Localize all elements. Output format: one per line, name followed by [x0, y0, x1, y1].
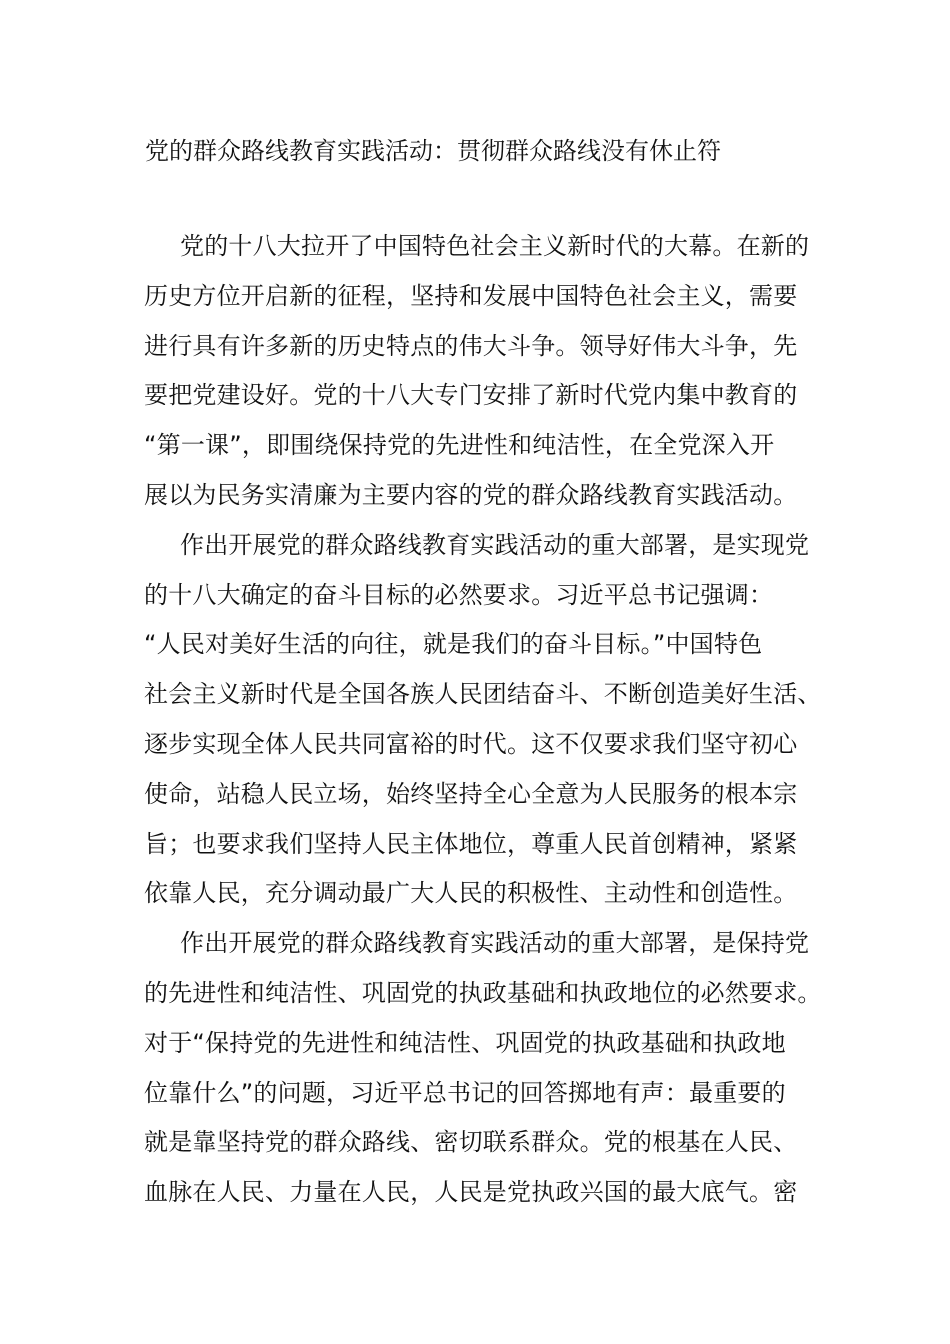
- document-body: [144, 222, 822, 1218]
- paragraph-line: 逐步实现全体人民共同富裕的时代。这不仅要求我们坚守初心: [144, 729, 798, 758]
- paragraph-line: 旨；也要求我们坚持人民主体地位，尊重人民首创精神，紧紧: [144, 829, 798, 858]
- paragraph-line: 对于“保持党的先进性和纯洁性、巩固党的执政基础和执政地: [144, 1028, 786, 1057]
- paragraph-line: 要把党建设好。党的十八大专门安排了新时代党内集中教育的: [144, 381, 798, 410]
- paragraph-line: 党的十八大拉开了中国特色社会主义新时代的大幕。在新的: [180, 232, 810, 260]
- paragraph-line: 作出开展党的群众路线教育实践活动的重大部署，是保持党: [180, 929, 810, 958]
- paragraph-line: 历史方位开启新的征程，坚持和发展中国特色社会主义，需要: [144, 281, 798, 310]
- paragraph-line: 的十八大确定的奋斗目标的必然要求。习近平总书记强调：: [144, 580, 774, 609]
- paragraph-line: 的先进性和纯洁性、巩固党的执政基础和执政地位的必然要求。: [144, 978, 822, 1007]
- paragraph-line: 社会主义新时代是全国各族人民团结奋斗、不断创造美好生活、: [144, 680, 822, 709]
- paragraph-line: “第一课”，即围绕保持党的先进性和纯洁性，在全党深入开: [144, 431, 775, 460]
- paragraph-line: 就是靠坚持党的群众路线、密切联系群众。党的根基在人民、: [144, 1128, 798, 1157]
- paragraph-line: “人民对美好生活的向往，就是我们的奋斗目标。”中国特色: [144, 630, 763, 659]
- paragraph-line: 展以为民务实清廉为主要内容的党的群众路线教育实践活动。: [144, 480, 798, 509]
- document-title: 党的群众路线教育实践活动：贯彻群众路线没有休止符: [145, 137, 721, 165]
- paragraph-line: 依靠人民，充分调动最广大人民的积极性、主动性和创造性。: [144, 879, 798, 908]
- paragraph-line: 进行具有许多新的历史特点的伟大斗争。领导好伟大斗争，先: [144, 331, 798, 360]
- paragraph-line: 作出开展党的群众路线教育实践活动的重大部署，是实现党: [180, 530, 810, 559]
- paragraph-line: 血脉在人民、力量在人民，人民是党执政兴国的最大底气。密: [144, 1178, 798, 1207]
- paragraph-line: 使命，站稳人民立场，始终坚持全心全意为人民服务的根本宗: [144, 779, 798, 808]
- paragraph-line: 位靠什么”的问题，习近平总书记的回答掷地有声：最重要的: [144, 1078, 786, 1107]
